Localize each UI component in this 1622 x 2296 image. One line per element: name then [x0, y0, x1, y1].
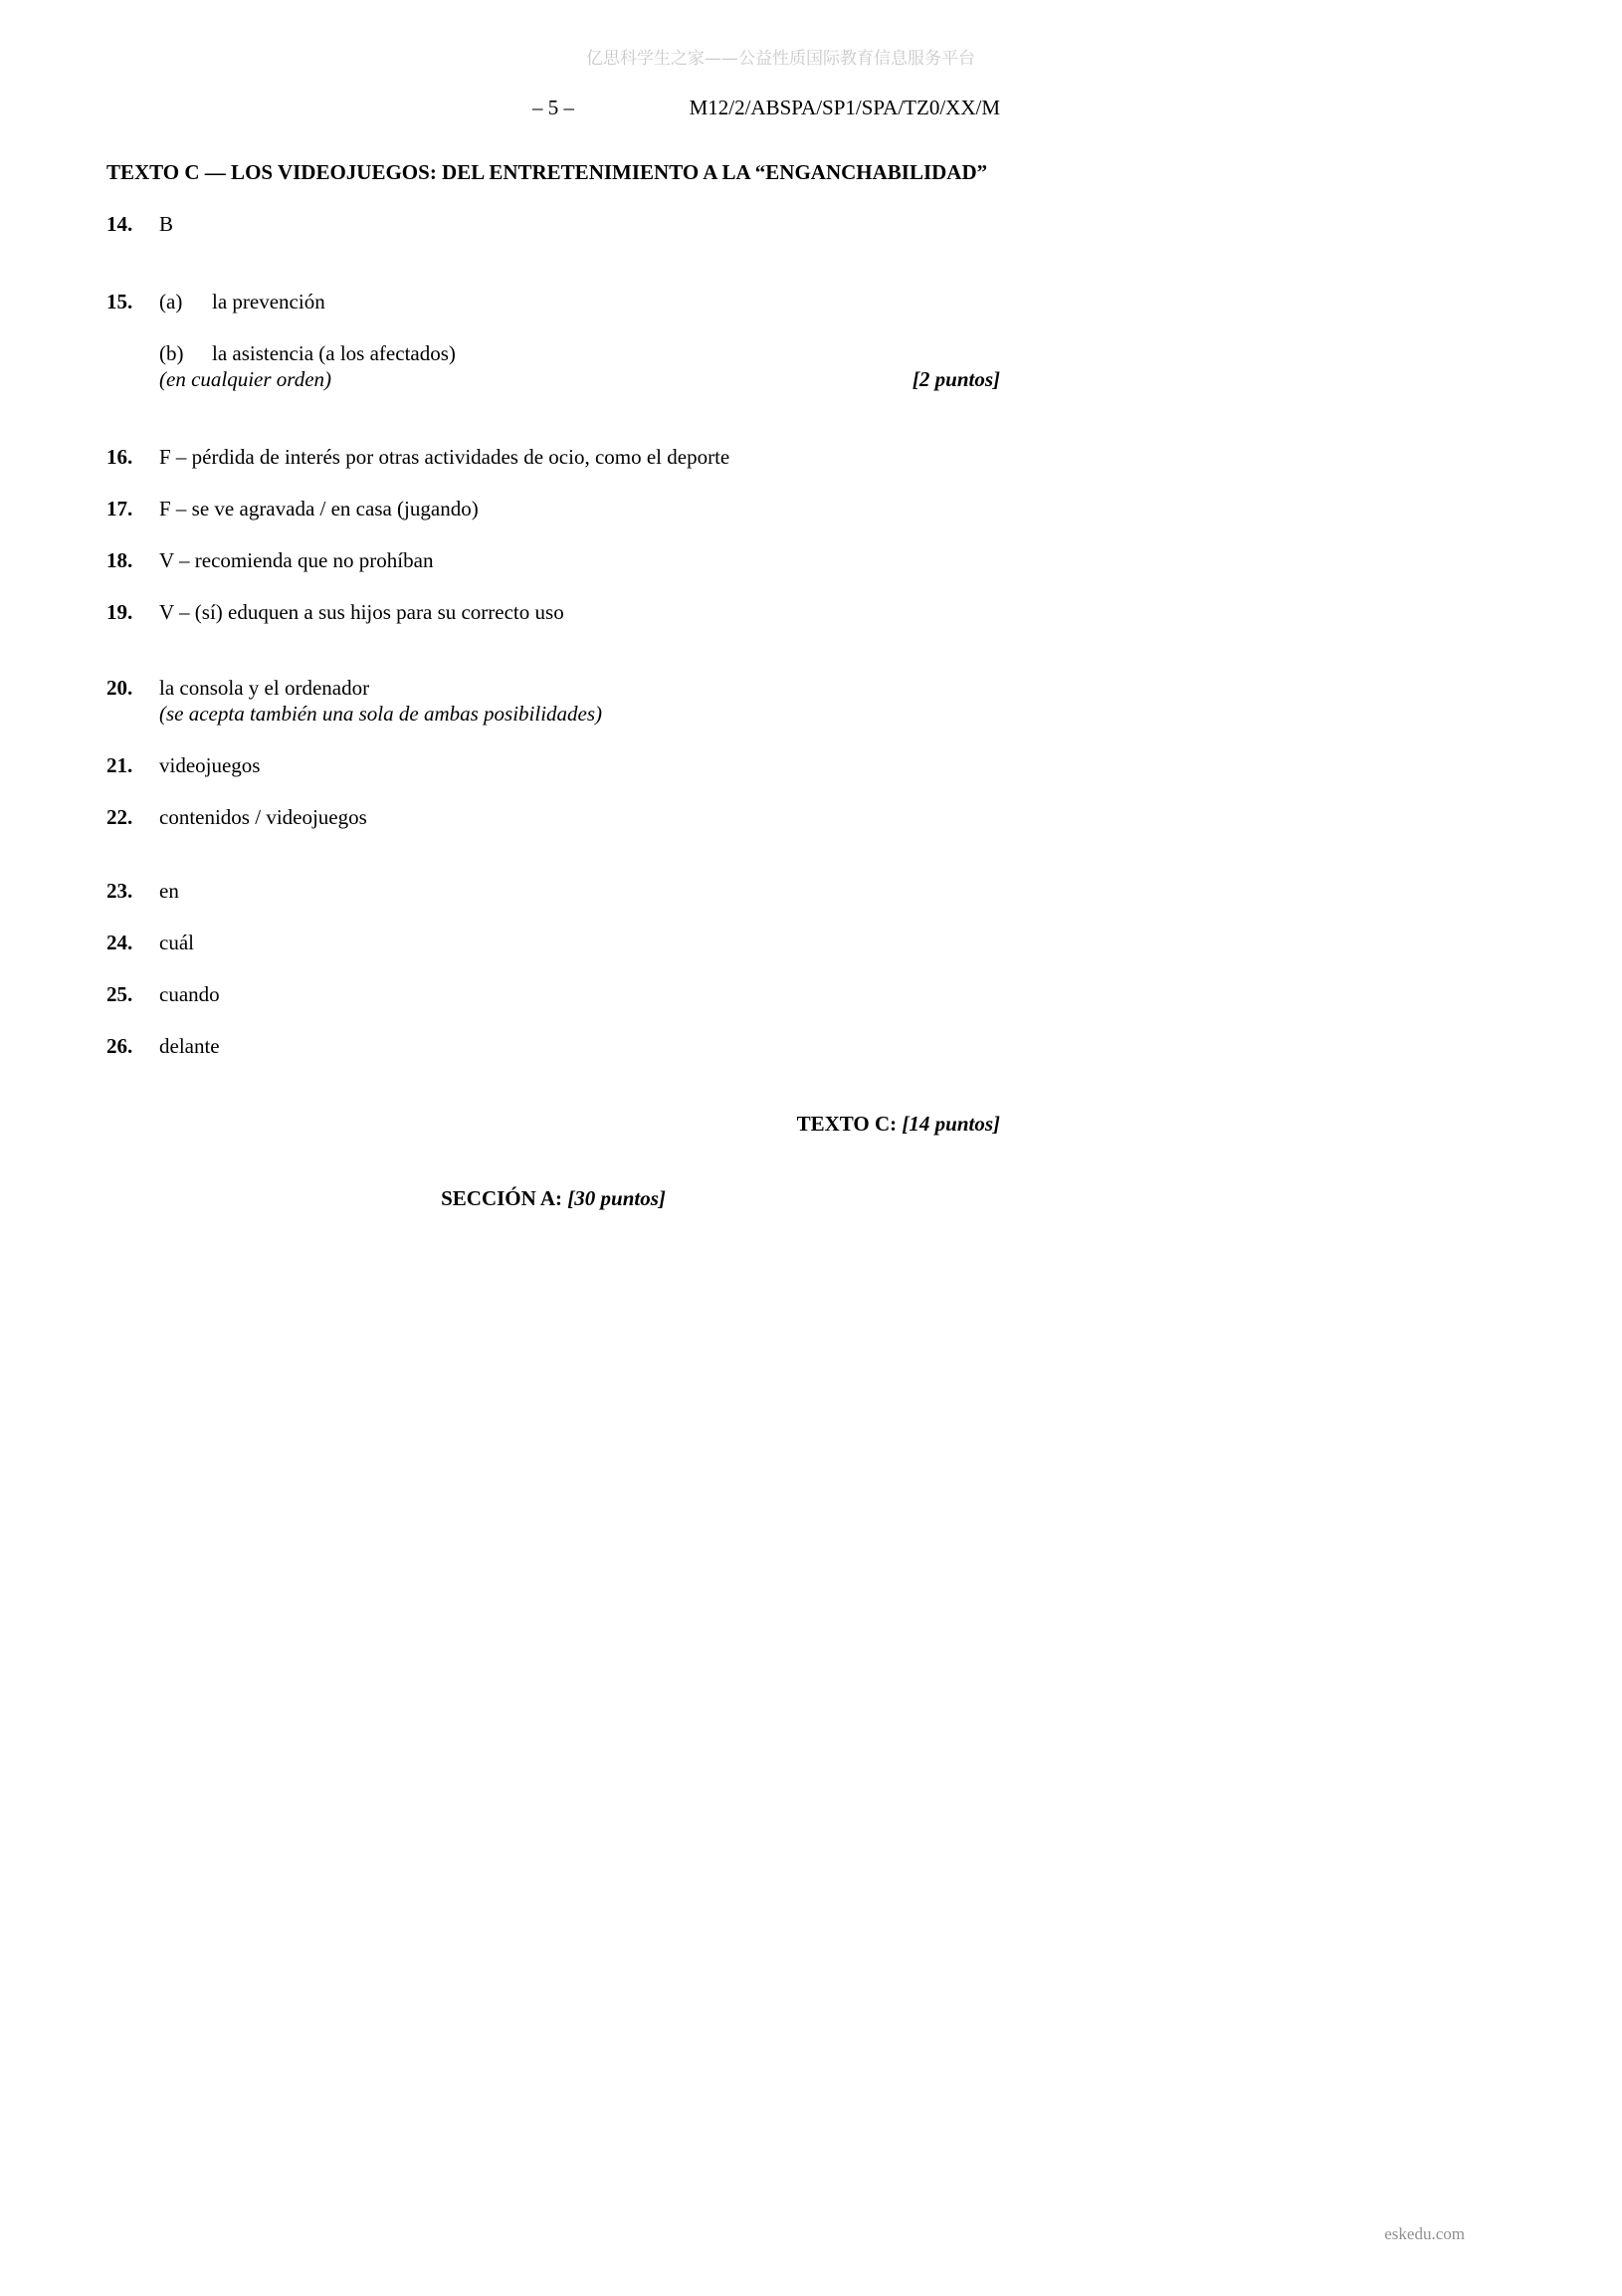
answer-row	[106, 599, 1000, 625]
answer-row	[106, 804, 1000, 830]
answer-number: 26.	[106, 1034, 133, 1058]
answer-number: 22.	[106, 805, 133, 829]
answer-text: F – se ve agravada / en casa (jugando)	[159, 497, 479, 521]
answer-row	[106, 211, 1000, 237]
answer-number: 20.	[106, 676, 133, 700]
texto-c-total-label: TEXTO C:	[796, 1112, 898, 1136]
answer-text: cuando	[159, 982, 220, 1006]
sub-answer-label: (b)	[159, 341, 184, 365]
answer-row	[106, 981, 1000, 1007]
answer-text: B	[159, 212, 174, 236]
sub-answer-text: la asistencia (a los afectados)	[212, 341, 456, 365]
note-line	[159, 366, 1000, 392]
page-content	[106, 0, 1000, 1211]
answer-number: 23.	[106, 879, 133, 903]
answer-text: cuál	[159, 931, 194, 954]
answer-row	[106, 496, 1000, 522]
answer-row	[106, 289, 1000, 392]
answer-number: 17.	[106, 497, 133, 521]
answer-row	[106, 878, 1000, 904]
answer-number: 15.	[106, 290, 133, 313]
acceptance-note: (se acepta también una sola de ambas posibilidades)	[159, 702, 603, 726]
answer-number: 25.	[106, 982, 133, 1006]
page-header	[106, 0, 1000, 120]
page-number: – 5 –	[532, 96, 574, 119]
answer-row	[106, 444, 1000, 470]
texto-c-total-points: [14 puntos]	[902, 1112, 1000, 1136]
answer-text: delante	[159, 1034, 220, 1058]
sub-answer	[159, 340, 1000, 366]
answer-body	[159, 289, 1000, 392]
sub-answer-label: (a)	[159, 290, 183, 313]
answer-text: en	[159, 879, 179, 903]
points-badge: [2 puntos]	[912, 367, 1000, 391]
seccion-a-total-label: SECCIÓN A:	[441, 1186, 563, 1210]
answer-number: 18.	[106, 548, 133, 572]
answer-text: la consola y el ordenador	[159, 676, 370, 700]
answer-row	[106, 752, 1000, 778]
answer-text: V – (sí) eduquen a sus hijos para su correcto uso	[159, 600, 564, 624]
answer-row	[106, 1033, 1000, 1059]
sub-answer-text: la prevención	[212, 290, 325, 313]
answer-number: 24.	[106, 931, 133, 954]
site-watermark: eskedu.com	[1384, 2224, 1465, 2243]
answer-text: contenidos / videojuegos	[159, 805, 367, 829]
answer-row	[106, 675, 1000, 727]
answer-number: 21.	[106, 753, 133, 777]
reference-code: M12/2/ABSPA/SP1/SPA/TZ0/XX/M	[689, 96, 1000, 119]
answer-number: 14.	[106, 212, 133, 236]
answer-body	[159, 675, 1000, 727]
answer-text: V – recomienda que no prohíban	[159, 548, 434, 572]
section-heading: TEXTO C — LOS VIDEOJUEGOS: DEL ENTRETENIMIENTO A LA “ENGANCHABILIDAD”	[106, 160, 988, 184]
answer-number: 16.	[106, 445, 133, 469]
watermark-text: 亿思科学生之家——公益性质国际教育信息服务平台	[586, 49, 975, 69]
order-note: (en cualquier orden)	[159, 367, 332, 391]
seccion-a-total	[106, 1185, 1000, 1211]
answer-number: 19.	[106, 600, 133, 624]
sub-answer	[159, 289, 1000, 314]
answer-text: F – pérdida de interés por otras actividades de ocio, como el deporte	[159, 445, 730, 469]
answer-row	[106, 930, 1000, 955]
answer-text: videojuegos	[159, 753, 261, 777]
answer-row	[106, 547, 1000, 573]
texto-c-total	[106, 1111, 1000, 1137]
seccion-a-total-points: [30 puntos]	[567, 1186, 666, 1210]
